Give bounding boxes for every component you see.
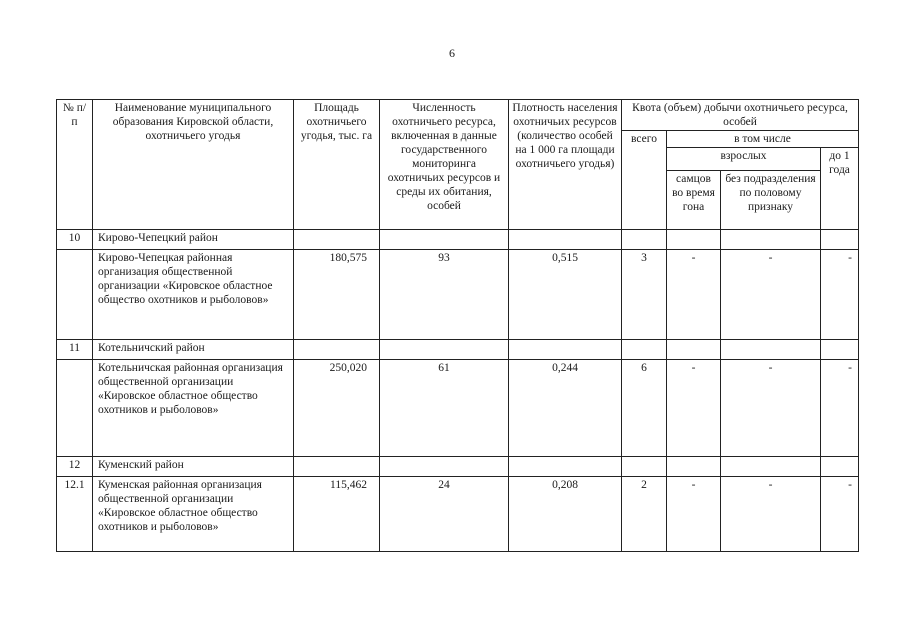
row-males-rut: - [667,360,721,457]
row-total: 2 [622,477,667,552]
row-num: 10 [57,230,93,250]
empty-cell [622,340,667,360]
header-total: всего [622,131,667,230]
row-name: Котельничский район [93,340,294,360]
row-density: 0,208 [509,477,622,552]
header-area: Площадь охотничьего угодья, тыс. га [294,100,380,230]
header-count: Численность охотничьего ресурса, включенная в данные государственного мониторинга охотничьих ресурсов и среды их обитания, особей [380,100,509,230]
row-name: Котельничская районная организация общественной организации «Кировское областное общество охотников и рыболовов» [93,360,294,457]
row-area: 115,462 [294,477,380,552]
empty-cell [622,457,667,477]
row-num [57,250,93,340]
row-area: 180,575 [294,250,380,340]
empty-cell [821,457,859,477]
row-count: 24 [380,477,509,552]
district-row [57,340,859,360]
empty-cell [667,230,721,250]
row-num: 12.1 [57,477,93,552]
row-no-sex: - [721,250,821,340]
table-row [57,477,859,552]
header-under1: до 1 года [821,148,859,230]
row-density: 0,244 [509,360,622,457]
empty-cell [721,230,821,250]
row-under1: - [821,250,859,340]
row-no-sex: - [721,477,821,552]
empty-cell [721,340,821,360]
row-count: 61 [380,360,509,457]
row-count: 93 [380,250,509,340]
header-num: № п/п [57,100,93,230]
row-under1: - [821,477,859,552]
header-no-sex: без подразделения по половому признаку [721,171,821,230]
header-name: Наименование муниципального образования Кировской области, охотничьего угодья [93,100,294,230]
hunting-quota-table [56,99,859,552]
row-num [57,360,93,457]
header-adults: взрослых [667,148,821,171]
row-name: Кирово-Чепецкий район [93,230,294,250]
row-density: 0,515 [509,250,622,340]
empty-cell [294,230,380,250]
table-row [57,360,859,457]
row-under1: - [821,360,859,457]
row-num: 12 [57,457,93,477]
row-area: 250,020 [294,360,380,457]
empty-cell [821,230,859,250]
empty-cell [667,340,721,360]
row-name: Куменский район [93,457,294,477]
row-no-sex: - [721,360,821,457]
empty-cell [667,457,721,477]
empty-cell [380,230,509,250]
header-quota: Квота (объем) добычи охотничьего ресурса, особей [622,100,859,131]
empty-cell [821,340,859,360]
table-row [57,250,859,340]
header-including: в том числе [667,131,859,148]
empty-cell [721,457,821,477]
row-males-rut: - [667,477,721,552]
row-males-rut: - [667,250,721,340]
page-number: 6 [449,46,455,60]
row-total: 3 [622,250,667,340]
row-name: Кирово-Чепецкая районная организация общественной организации «Кировское областное общество охотников и рыболовов» [93,250,294,340]
empty-cell [380,457,509,477]
district-row [57,230,859,250]
district-row [57,457,859,477]
empty-cell [509,457,622,477]
empty-cell [622,230,667,250]
empty-cell [294,340,380,360]
empty-cell [509,340,622,360]
empty-cell [294,457,380,477]
row-total: 6 [622,360,667,457]
row-name: Куменская районная организация общественной организации «Кировское областное общество охотников и рыболовов» [93,477,294,552]
empty-cell [509,230,622,250]
row-num: 11 [57,340,93,360]
empty-cell [380,340,509,360]
header-density: Плотность населения охотничьих ресурсов (количество особей на 1 000 га площади охотничьего угодья) [509,100,622,230]
header-males-rut: самцов во время гона [667,171,721,230]
